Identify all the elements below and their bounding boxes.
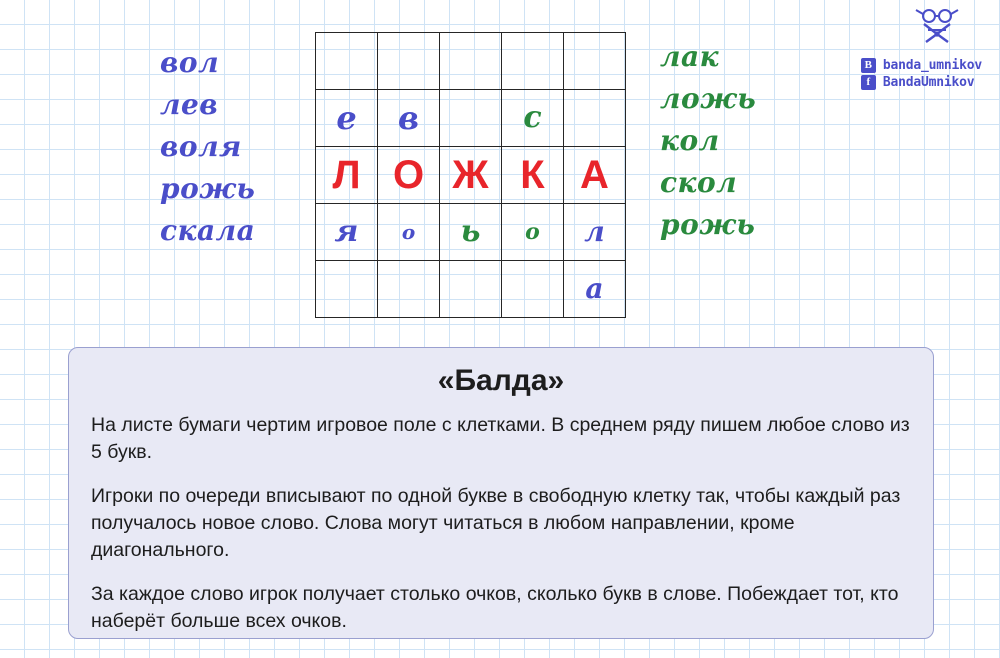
social-link-vk[interactable] xyxy=(861,58,982,73)
grid-letter: А xyxy=(580,153,609,197)
grid-letter: с xyxy=(523,100,542,135)
rule-paragraph: За каждое слово игрок получает столько очков, сколько букв в слове. Побеждает тот, кто наберёт больше всех очков. xyxy=(91,583,899,632)
social-handle: banda_umnikov xyxy=(882,58,982,73)
grid-cell[interactable] xyxy=(501,146,564,204)
grid-cell[interactable] xyxy=(501,260,564,318)
grid-cell[interactable] xyxy=(315,89,378,147)
grid-cell[interactable] xyxy=(377,32,440,90)
grid-letter: я xyxy=(334,214,359,249)
list-item: скол xyxy=(660,166,738,199)
grid-cell[interactable] xyxy=(315,32,378,90)
rule-paragraph: Игроки по очереди вписывают по одной букве в свободную клетку так, чтобы каждый раз получалось новое слово. Слова могут читаться в любом направлении, кроме диагонального. xyxy=(91,485,901,561)
grid-cell[interactable] xyxy=(563,260,626,318)
grid-letter: Л xyxy=(332,153,361,197)
grid-cell[interactable] xyxy=(439,146,502,204)
grid-letter: л xyxy=(584,215,605,248)
grid-letter: ь xyxy=(460,214,481,249)
list-item: скала xyxy=(160,214,256,247)
banda-umnikov-logo-icon xyxy=(910,8,966,52)
grid-cell[interactable] xyxy=(377,146,440,204)
grid-cell[interactable] xyxy=(439,89,502,147)
rules-panel xyxy=(68,347,934,639)
grid-cell[interactable] xyxy=(377,89,440,147)
grid-letter: о xyxy=(525,219,540,245)
list-item: воля xyxy=(160,130,242,163)
right-word-list xyxy=(660,36,756,246)
grid-cell[interactable] xyxy=(315,260,378,318)
social-handle: BandaUmnikov xyxy=(882,75,975,90)
grid-cell[interactable] xyxy=(315,146,378,204)
grid-cell[interactable] xyxy=(377,260,440,318)
grid-cell[interactable] xyxy=(501,32,564,90)
list-item: лак xyxy=(660,40,720,73)
page-title: «Балда» xyxy=(437,364,565,397)
grid-cell[interactable] xyxy=(377,203,440,261)
facebook-icon: f xyxy=(861,75,876,90)
grid-letter: О xyxy=(392,153,425,197)
grid-cell[interactable] xyxy=(501,203,564,261)
grid-cell[interactable] xyxy=(563,32,626,90)
grid-cell[interactable] xyxy=(439,32,502,90)
balda-grid xyxy=(315,32,629,322)
grid-cell[interactable] xyxy=(439,260,502,318)
grid-letter: а xyxy=(585,272,604,305)
list-item: рожь xyxy=(160,172,256,205)
grid-letter: е xyxy=(336,99,357,137)
grid-cell[interactable] xyxy=(563,203,626,261)
grid-cell[interactable] xyxy=(563,146,626,204)
grid-cell[interactable] xyxy=(439,203,502,261)
list-item: лев xyxy=(160,88,219,121)
list-item: рожь xyxy=(660,208,756,241)
grid-letter: Ж xyxy=(452,153,489,197)
rule-paragraph: На листе бумаги чертим игровое поле с клетками. В среднем ряду пишем любое слово из 5 букв. xyxy=(91,414,910,463)
vk-icon: B xyxy=(861,58,876,73)
social-links xyxy=(851,56,982,90)
left-word-list xyxy=(160,42,255,252)
grid-cell[interactable] xyxy=(501,89,564,147)
social-link-facebook[interactable] xyxy=(861,75,982,90)
grid-cell[interactable] xyxy=(563,89,626,147)
grid-cell[interactable] xyxy=(315,203,378,261)
grid-letter: в xyxy=(397,99,419,137)
grid-letter: о xyxy=(401,220,416,244)
list-item: ложь xyxy=(660,82,757,115)
list-item: вол xyxy=(160,46,220,79)
list-item: кол xyxy=(660,124,720,157)
grid-letter: К xyxy=(520,153,545,197)
